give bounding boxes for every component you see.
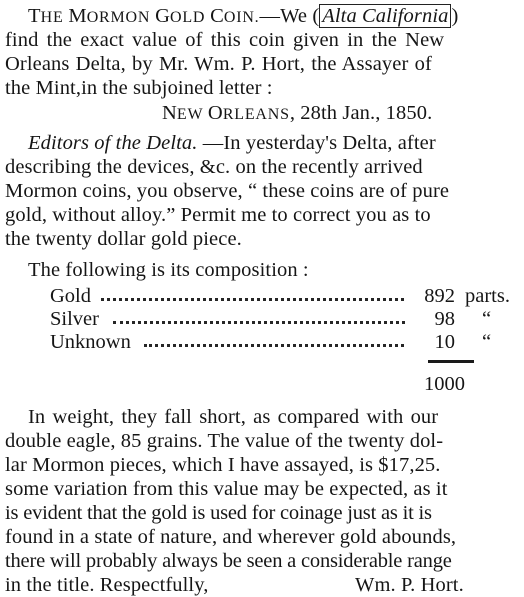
- text-line: Mormon coins, you observe, “ these coins are of pure: [5, 180, 450, 202]
- text-line: some variation from this value may be expected, as it: [5, 478, 448, 500]
- text-line: lar Mormon pieces, which I have assayed, is $17,25.: [5, 454, 441, 476]
- text-line: the Mint,in the subjoined letter :: [5, 77, 273, 99]
- closing: in the title. Respectfully,: [5, 574, 209, 596]
- dot-leader: [113, 321, 405, 324]
- headline-line: THE MORMON GOLD COIN.—We ( Alta California ): [28, 5, 459, 27]
- composition-total: 1000: [424, 373, 465, 395]
- headline-continuation: —We (: [259, 5, 320, 27]
- dot-leader: [144, 344, 404, 347]
- signature: Wm. P. Hort.: [355, 574, 464, 596]
- composition-unit: “: [482, 308, 492, 330]
- composition-value: 98: [434, 308, 455, 330]
- text-line: is evident that the gold is used for coinage just as it is: [5, 502, 432, 524]
- text-line: gold, without alloy.” Permit me to correct you as to: [5, 204, 431, 226]
- text-line: describing the devices, &c. on the recently arrived: [5, 156, 423, 178]
- salutation: Editors of the Delta.: [28, 132, 198, 154]
- sum-rule: [428, 360, 474, 363]
- paper-name-boxed: Alta California: [319, 4, 451, 28]
- text-line: found in a state of nature, and wherever gold abounds,: [5, 526, 457, 548]
- composition-name: Gold: [50, 285, 91, 307]
- dot-leader: [101, 298, 404, 301]
- letter-opening-line: Editors of the Delta. —In yesterday's Delta, after: [28, 132, 436, 154]
- closing-line: [5, 573, 208, 597]
- text-line: the twenty dollar gold piece.: [5, 228, 242, 250]
- composition-name: Unknown: [50, 331, 131, 353]
- text-line: there will probably always be seen a considerable range: [5, 550, 452, 572]
- text-line: double eagle, 85 grains. The value of the twenty dol-: [5, 430, 444, 452]
- composition-unit: parts.: [465, 285, 510, 307]
- composition-intro: The following is its composition :: [28, 259, 309, 281]
- dateline: NEW ORLEANS, 28th Jan., 1850.: [162, 102, 433, 124]
- text-line: find the exact value of this coin given in the New: [5, 29, 445, 51]
- composition-name: Silver: [50, 308, 99, 330]
- composition-unit: “: [482, 331, 492, 353]
- composition-value: 10: [434, 331, 455, 353]
- composition-value: 892: [424, 285, 455, 307]
- text-line: Orleans Delta, by Mr. Wm. P. Hort, the Assayer of: [5, 53, 432, 75]
- headline: THE MORMON GOLD COIN.: [28, 5, 260, 27]
- text-line: In weight, they fall short, as compared with our: [28, 406, 439, 428]
